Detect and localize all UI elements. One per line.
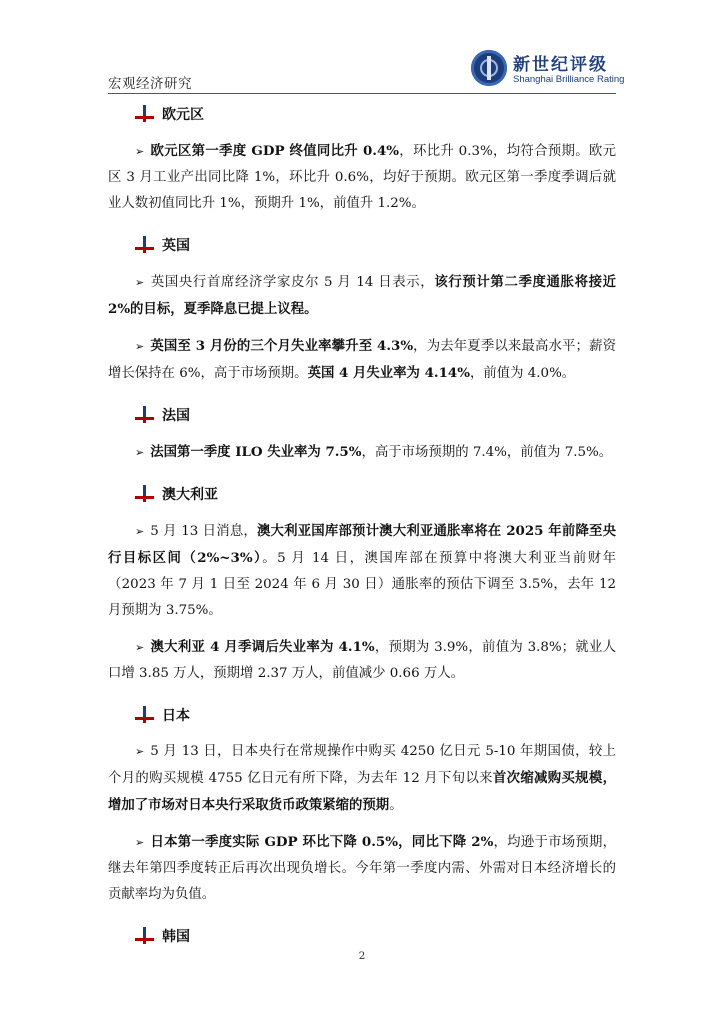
- section-title: 欧元区: [162, 107, 204, 123]
- arrow-bullet-icon: ➢: [135, 836, 145, 849]
- logo-emblem-icon: [471, 50, 507, 86]
- header-title: 宏观经济研究: [108, 76, 192, 92]
- document-body: [108, 96, 616, 960]
- section-heading: [108, 100, 616, 128]
- page-number: 2: [358, 950, 366, 962]
- pushpin-icon: [134, 236, 156, 254]
- section-title: 澳大利亚: [162, 487, 218, 503]
- pushpin-icon: [134, 105, 156, 123]
- section-title: 英国: [162, 238, 190, 254]
- logo-english-name: Shanghai Brilliance Rating: [513, 74, 625, 85]
- section-title: 韩国: [162, 929, 190, 945]
- paragraph: ➢ 5 月 13 日消息，澳大利亚国库部预计澳大利亚通胀率将在 2025 年前降至央行目标区间（2%~3%）。5 月 14 日，澳国库部在预算中将澳大利亚当前财年（2023 年 7 月 1 日至 2024 年 6 月 30 日）通胀率的预估下调至 3.5%，去年 12 月预期为 3.75%。: [108, 523, 617, 618]
- pushpin-icon: [134, 485, 156, 503]
- logo-chinese-name: 新世纪评级: [513, 55, 608, 75]
- arrow-bullet-icon: ➢: [135, 525, 145, 538]
- section-title: 日本: [162, 708, 190, 724]
- pushpin-icon: [134, 706, 156, 724]
- header-divider: [108, 93, 616, 94]
- arrow-bullet-icon: ➢: [135, 446, 145, 459]
- pushpin-icon: [134, 406, 156, 424]
- arrow-bullet-icon: ➢: [135, 641, 145, 654]
- pushpin-icon: [134, 927, 156, 945]
- section-heading: [108, 701, 616, 729]
- paragraph: ➢ 欧元区第一季度 GDP 终值同比升 0.4%，环比升 0.3%，均符合预期。欧元区 3 月工业产出同比降 1%，环比升 0.6%，均好于预期。欧元区第一季度季调后就业人数初值同比升 1%，预期升 1%，前值升 1.2%。: [108, 143, 617, 211]
- section-heading: [108, 231, 616, 259]
- section-heading: [108, 401, 616, 429]
- paragraph: ➢ 英国至 3 月份的三个月失业率攀升至 4.3%，为去年夏季以来最高水平；薪资增长保持在 6%，高于市场预期。英国 4 月失业率为 4.14%，前值为 4.0%。: [108, 338, 616, 381]
- company-logo: [471, 46, 625, 92]
- arrow-bullet-icon: ➢: [135, 745, 145, 758]
- arrow-bullet-icon: ➢: [135, 340, 145, 353]
- paragraph: ➢ 英国央行首席经济学家皮尔 5 月 14 日表示，该行预计第二季度通胀将接近 2%的目标，夏季降息已提上议程。: [108, 274, 616, 317]
- arrow-bullet-icon: ➢: [135, 145, 145, 158]
- section-heading: [108, 922, 616, 950]
- paragraph: ➢ 5 月 13 日，日本央行在常规操作中购买 4250 亿日元 5-10 年期国债，较上个月的购买规模 4755 亿日元有所下降，为去年 12 月下旬以来首次缩减购买规模，增加了市场对日本央行采取货币政策紧缩的预期。: [108, 744, 616, 813]
- paragraph: ➢ 澳大利亚 4 月季调后失业率为 4.1%，预期为 3.9%，前值为 3.8%；就业人口增 3.85 万人，预期增 2.37 万人，前值减少 0.66 万人。: [108, 639, 616, 681]
- arrow-bullet-icon: ➢: [135, 276, 145, 289]
- section-title: 法国: [162, 408, 190, 424]
- section-heading: [108, 480, 616, 508]
- paragraph: ➢ 法国第一季度 ILO 失业率为 7.5%，高于市场预期的 7.4%，前值为 7.5%。: [135, 444, 613, 460]
- paragraph: ➢ 日本第一季度实际 GDP 环比下降 0.5%，同比下降 2%，均逊于市场预期，继去年第四季度转正后再次出现负增长。今年第一季度内需、外需对日本经济增长的贡献率均为负值。: [108, 834, 617, 902]
